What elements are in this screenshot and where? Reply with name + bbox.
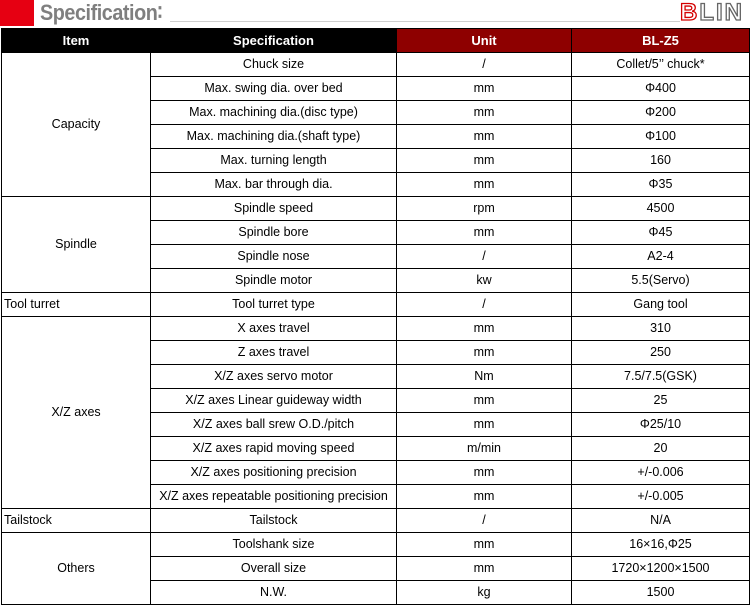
- specification-cell: X/Z axes positioning precision: [151, 461, 397, 485]
- item-category-cell: Tailstock: [2, 509, 151, 533]
- table-row: [2, 317, 750, 341]
- value-cell: 250: [572, 341, 750, 365]
- specification-cell: Max. machining dia.(shaft type): [151, 125, 397, 149]
- unit-cell: kg: [397, 581, 572, 605]
- brand-logo: [680, 1, 744, 25]
- specification-cell: Tool turret type: [151, 293, 397, 317]
- item-category-cell: X/Z axes: [2, 317, 151, 509]
- specification-cell: Chuck size: [151, 53, 397, 77]
- unit-cell: mm: [397, 461, 572, 485]
- specification-cell: Tailstock: [151, 509, 397, 533]
- value-cell: 5.5(Servo): [572, 269, 750, 293]
- table-row: [2, 197, 750, 221]
- unit-cell: kw: [397, 269, 572, 293]
- unit-cell: /: [397, 53, 572, 77]
- table-row: [2, 509, 750, 533]
- unit-cell: mm: [397, 389, 572, 413]
- specification-cell: Spindle motor: [151, 269, 397, 293]
- specification-cell: X axes travel: [151, 317, 397, 341]
- value-cell: Φ35: [572, 173, 750, 197]
- value-cell: 4500: [572, 197, 750, 221]
- value-cell: 25: [572, 389, 750, 413]
- unit-cell: m/min: [397, 437, 572, 461]
- unit-cell: mm: [397, 341, 572, 365]
- value-cell: 310: [572, 317, 750, 341]
- item-category-cell: Tool turret: [2, 293, 151, 317]
- specification-cell: Spindle nose: [151, 245, 397, 269]
- specification-cell: X/Z axes Linear guideway width: [151, 389, 397, 413]
- unit-cell: mm: [397, 77, 572, 101]
- unit-cell: mm: [397, 557, 572, 581]
- table-row: [2, 533, 750, 557]
- value-cell: Collet/5’’ chuck*: [572, 53, 750, 77]
- value-cell: 7.5/7.5(GSK): [572, 365, 750, 389]
- value-cell: 1500: [572, 581, 750, 605]
- specification-cell: Spindle bore: [151, 221, 397, 245]
- value-cell: Φ200: [572, 101, 750, 125]
- value-cell: 20: [572, 437, 750, 461]
- unit-cell: mm: [397, 533, 572, 557]
- header-unit: Unit: [397, 29, 572, 53]
- specification-cell: X/Z axes servo motor: [151, 365, 397, 389]
- header-specification: Specification: [151, 29, 397, 53]
- header-model: BL-Z5: [572, 29, 750, 53]
- logo-text: LIN: [699, 0, 744, 26]
- specification-cell: N.W.: [151, 581, 397, 605]
- specification-cell: Max. machining dia.(disc type): [151, 101, 397, 125]
- value-cell: 1720×1200×1500: [572, 557, 750, 581]
- value-cell: Φ25/10: [572, 413, 750, 437]
- specification-cell: Max. bar through dia.: [151, 173, 397, 197]
- unit-cell: mm: [397, 173, 572, 197]
- specification-cell: Toolshank size: [151, 533, 397, 557]
- specification-cell: X/Z axes rapid moving speed: [151, 437, 397, 461]
- value-cell: Φ400: [572, 77, 750, 101]
- specification-cell: Max. turning length: [151, 149, 397, 173]
- value-cell: Gang tool: [572, 293, 750, 317]
- value-cell: +/-0.005: [572, 485, 750, 509]
- unit-cell: /: [397, 509, 572, 533]
- value-cell: N/A: [572, 509, 750, 533]
- unit-cell: mm: [397, 149, 572, 173]
- table-header-row: [2, 29, 750, 53]
- specification-cell: Max. swing dia. over bed: [151, 77, 397, 101]
- table-body: [2, 53, 750, 605]
- item-category-cell: Capacity: [2, 53, 151, 197]
- unit-cell: Nm: [397, 365, 572, 389]
- unit-cell: /: [397, 245, 572, 269]
- unit-cell: /: [397, 293, 572, 317]
- page-title: Specification∶: [40, 0, 163, 25]
- unit-cell: mm: [397, 413, 572, 437]
- unit-cell: mm: [397, 485, 572, 509]
- value-cell: A2-4: [572, 245, 750, 269]
- page-header: [0, 0, 750, 28]
- header-accent-bar: [0, 0, 34, 26]
- specification-table: [1, 28, 750, 605]
- specification-cell: Z axes travel: [151, 341, 397, 365]
- specification-cell: X/Z axes ball srew O.D./pitch: [151, 413, 397, 437]
- specification-cell: Overall size: [151, 557, 397, 581]
- header-divider: [170, 21, 680, 22]
- value-cell: Φ45: [572, 221, 750, 245]
- specification-cell: X/Z axes repeatable positioning precision: [151, 485, 397, 509]
- item-category-cell: Spindle: [2, 197, 151, 293]
- unit-cell: rpm: [397, 197, 572, 221]
- unit-cell: mm: [397, 125, 572, 149]
- value-cell: Φ100: [572, 125, 750, 149]
- value-cell: 16×16,Φ25: [572, 533, 750, 557]
- unit-cell: mm: [397, 101, 572, 125]
- logo-letter: B: [679, 0, 700, 26]
- value-cell: 160: [572, 149, 750, 173]
- unit-cell: mm: [397, 221, 572, 245]
- table-row: [2, 53, 750, 77]
- table-row: [2, 293, 750, 317]
- specification-cell: Spindle speed: [151, 197, 397, 221]
- unit-cell: mm: [397, 317, 572, 341]
- header-item: Item: [2, 29, 151, 53]
- item-category-cell: Others: [2, 533, 151, 605]
- value-cell: +/-0.006: [572, 461, 750, 485]
